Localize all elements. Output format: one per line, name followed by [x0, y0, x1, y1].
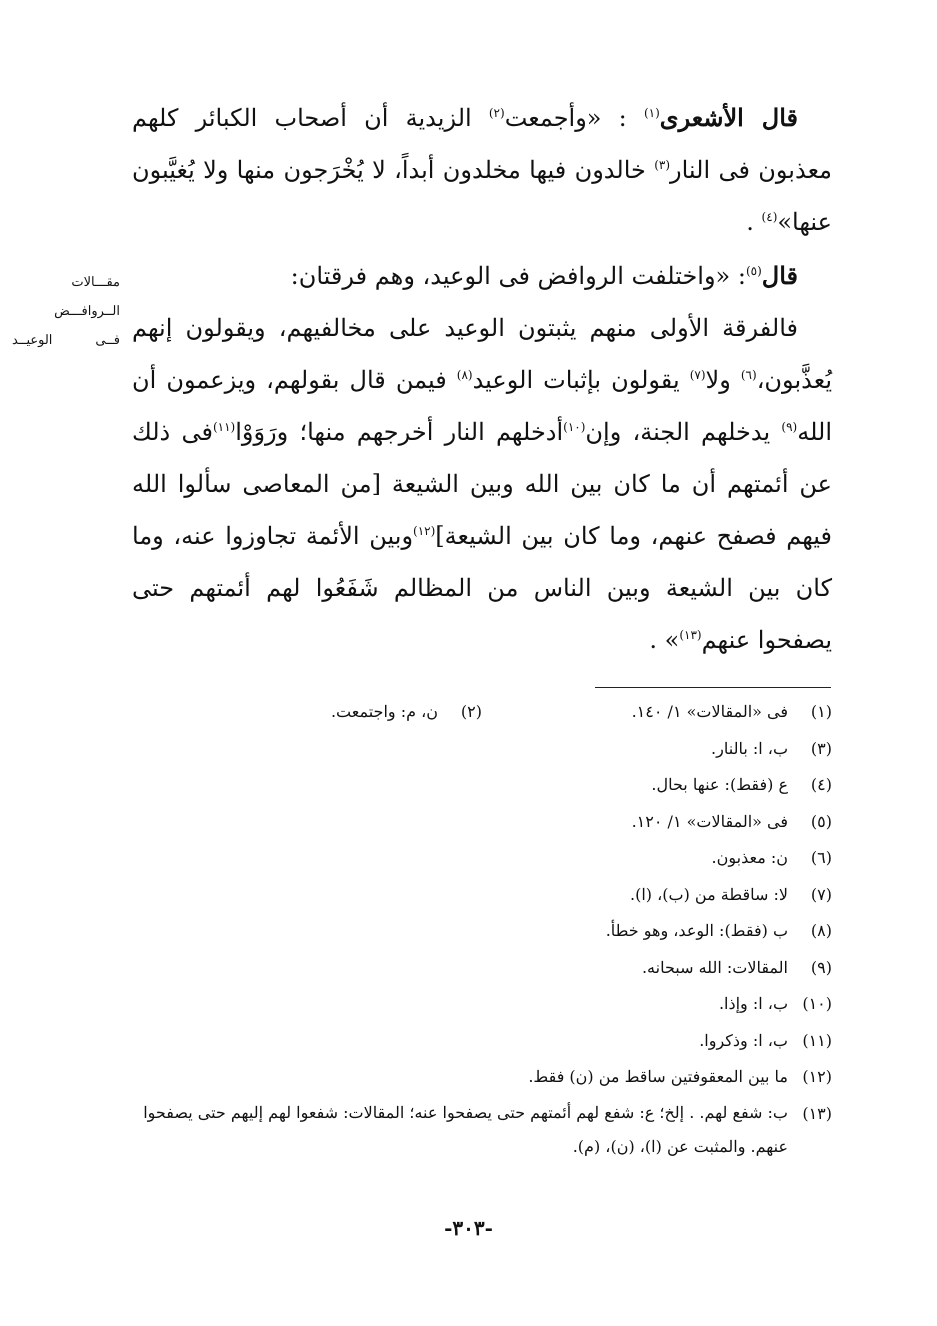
text-run: الزيدية أن أصحاب الكبائر كلهم معذبون فى النار: [132, 104, 833, 184]
footnote-text: فى «المقالات» ١/ ١٤٠.: [631, 702, 788, 721]
text-run: : «وأجمعت: [504, 104, 644, 132]
footnote-8: [132, 913, 832, 950]
footnote-text: لا: ساقطة من (ب)، (ا).: [630, 884, 788, 904]
text-run: وبين الأئمة تجاوزوا عنه، وما كان بين الشيعة وبين الناس من المظالم شَفَعُوا لهم أئمتهم حتى يصفحوا عنهم: [132, 522, 833, 654]
text-run: : «واختلفت الروافض فى الوعيد، وهم فرقتان:: [290, 262, 746, 290]
footnote-7: [132, 877, 832, 914]
footnote-number: (١٢): [802, 1067, 832, 1086]
footnote-4: [132, 767, 832, 804]
footnote-text: ن، م: واجتمعت.: [330, 702, 438, 721]
footnote-number: (١١): [802, 1030, 832, 1050]
footnote-ref-10: (١٠): [563, 420, 586, 434]
text-run: .: [746, 208, 762, 236]
footnote-number: (٥): [810, 811, 832, 831]
footnote-ref-7: (٧): [689, 368, 706, 382]
footnote-10: [132, 986, 832, 1023]
text-run: يدخلهم الجنة، وإن: [585, 418, 782, 446]
text-run: يقولون بإثبات الوعيد: [472, 366, 690, 394]
footnote-6: [132, 840, 832, 877]
footnotes: [132, 694, 832, 1164]
footnote-3: [132, 731, 832, 768]
footnote-ref-9: (٩): [781, 420, 798, 434]
footnote-text: ب، ا: وذكروا.: [699, 1030, 788, 1050]
footnote-ref-8: (٨): [456, 368, 473, 382]
footnote-12: [132, 1059, 832, 1096]
footnote-number: (٨): [810, 921, 832, 940]
main-text: [132, 92, 832, 666]
footnote-number: (٧): [810, 884, 832, 904]
footnote-ref-11: (١١): [212, 420, 236, 434]
footnote-text: المقالات: الله سبحانه.: [641, 957, 788, 977]
footnote-text: ب، ا: بالنار.: [711, 738, 788, 758]
text-run: ولا: [705, 366, 741, 394]
text-run: أدخلهم النار أخرجهم منها؛ ورَوَوْا: [235, 418, 564, 446]
footnote-text: ن: معذبون.: [711, 848, 788, 867]
speaker-name: قال: [761, 261, 798, 290]
footnote-9: [132, 950, 832, 987]
footnote-number: (١٠): [802, 994, 832, 1013]
paragraph-1: [132, 92, 832, 248]
footnote-separator: [595, 687, 831, 688]
speaker-name: قال الأشعرى: [659, 103, 798, 132]
footnote-ref-6: (٦): [740, 368, 757, 382]
footnote-number: (٩): [810, 957, 832, 977]
footnote-number: (٣): [810, 738, 832, 758]
margin-note-line: الــروافـــض: [54, 304, 120, 319]
text-run: » .: [649, 626, 680, 654]
footnote-1: [132, 694, 832, 731]
margin-note: [12, 268, 120, 355]
footnote-ref-13: (١٣): [679, 628, 702, 642]
footnote-ref-1: (١): [643, 106, 660, 120]
footnote-ref-4: (٤): [761, 210, 778, 224]
footnote-text: ب (فقط): الوعد، وهو خطأ.: [605, 921, 788, 940]
footnote-number: (٦): [810, 848, 832, 867]
footnote-text: ب، ا: وإذا.: [718, 994, 788, 1013]
text-run: خالدون فيها مخلدون أبداً، لا يُخْرَجون منها ولا يُغيَّبون عنها»: [132, 156, 832, 236]
margin-note-line: فــى الوعيــد: [12, 333, 120, 348]
footnote-number: (٤): [810, 775, 832, 794]
footnote-ref-12: (١٢): [413, 524, 436, 538]
margin-note-line: مقـــالات: [71, 275, 120, 290]
text-run: فيمن قال بقولهم، ويزعمون أن الله: [132, 366, 832, 446]
footnote-ref-2: (٢): [488, 106, 505, 120]
footnote-13: [132, 1096, 832, 1164]
footnote-text: ع (فقط): عنها بحال.: [651, 775, 788, 794]
paragraph-3: [132, 302, 832, 666]
text-run: فى ذلك عن أئمتهم أن ما كان بين الله وبين الشيعة [من المعاصى سألوا الله فيهم فصفح عنهم، وما كان بين الشيعة]: [132, 418, 832, 550]
footnote-text: ب: شفع لهم. . إلخ؛ ع: شفع لهم أئمتهم حتى يصفحوا عنه؛ المقالات: شفعوا لهم إليهم حتى يصفحوا عنهم. والمثبت عن (ا)، (ن)، (م).: [143, 1102, 788, 1156]
footnote-number: (١٣): [802, 1103, 832, 1123]
footnote-number: (١): [810, 702, 832, 721]
footnote-5: [132, 804, 832, 841]
footnote-text: فى «المقالات» ١/ ١٢٠.: [631, 811, 788, 831]
footnote-number: (٢): [460, 702, 482, 721]
paragraph-2: [132, 250, 832, 302]
footnote-ref-3: (٣): [654, 158, 671, 172]
footnote-11: [132, 1023, 832, 1060]
text-run: فالفرقة الأولى منهم يثبتون الوعيد على مخالفيهم، ويقولون إنهم يُعذَّبون،: [132, 314, 832, 394]
page-number: -٣٠٣-: [444, 1216, 493, 1240]
footnote-ref-5: (٥): [745, 264, 762, 278]
footnote-text: ما بين المعقوفتين ساقط من (ن) فقط.: [528, 1067, 788, 1086]
